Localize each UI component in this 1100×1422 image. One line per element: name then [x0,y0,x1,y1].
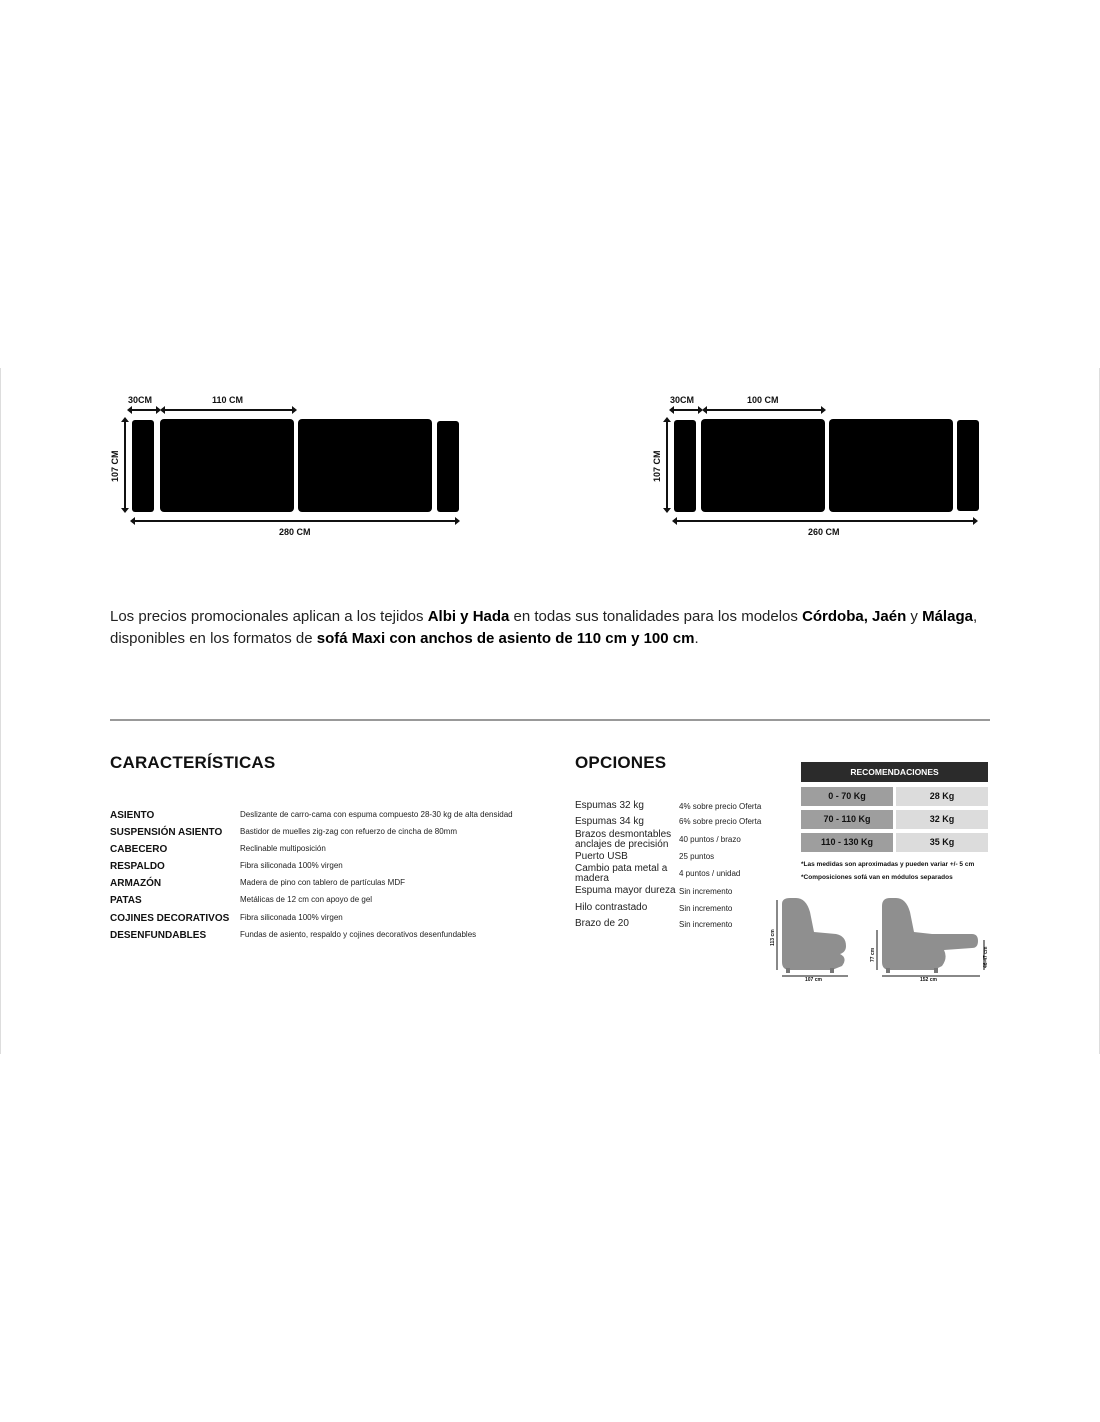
feature-key: PATAS [110,895,142,906]
sofa-profile-open-shape [872,896,990,986]
total-width-label: 280 CM [279,527,311,537]
profile-height-label: 113 cm [770,929,776,946]
total-width-label: 260 CM [808,527,840,537]
seat-width-label: 110 CM [212,395,244,405]
option-key: Hilo contrastado [575,902,648,913]
feature-key: RESPALDO [110,861,165,872]
seat-width-label: 100 CM [747,395,779,405]
option-key: Brazos desmontables anclajes de precisión [575,829,672,850]
foam-cell: 32 Kg [896,810,988,829]
measurement-note: *Las medidas son aproximadas y pueden variar +/- 5 cm [801,861,975,868]
option-key: Espumas 34 kg [575,816,644,827]
feature-value: Fibra siliconada 100% virgen [240,861,343,870]
promo-text: y [906,608,923,625]
feature-value: Fundas de asiento, respaldo y cojines decorativos desenfundables [240,930,477,939]
promo-text: en todas sus tonalidades para los modelos [509,608,803,625]
option-value: Sin incremento [679,887,733,896]
option-value: Sin incremento [679,904,733,913]
feature-row [110,844,570,861]
feature-row [110,810,570,827]
option-value: 4% sobre precio Oferta [679,802,762,811]
sofa-plan-110-shape [105,390,475,540]
option-value: 25 puntos [679,852,715,861]
options-title: OPCIONES [575,753,667,772]
feature-row [110,895,570,912]
sofa-profile-closed-shape [770,896,852,986]
composition-note: *Composiciones sofá van en módulos separados [801,874,953,881]
feature-value: Madera de pino con tablero de partículas MDF [240,878,405,887]
promo-text: Los precios promocionales aplican a los tejidos [110,608,428,625]
weight-cell: 110 - 130 Kg [801,833,893,852]
section-divider [110,719,990,721]
feature-key: CABECERO [110,844,168,855]
feature-key: COJINES DECORATIVOS [110,913,230,924]
foam-cell: 35 Kg [896,833,988,852]
promo-text: , [972,608,978,625]
promo-bold: Albi y Hada [427,608,510,625]
promo-bold: Málaga [922,608,973,625]
recommendations-header: RECOMENDACIONES [801,762,988,782]
profile-depth-label: 152 cm [920,977,937,983]
option-key: Brazo de 20 [575,918,629,929]
feature-value: Fibra siliconada 100% virgen [240,913,343,922]
option-key: Cambio pata metal a madera [575,863,668,884]
profile-seat-label: 46-47 cm [983,946,989,968]
feature-value: Bastidor de muelles zig-zag con refuerzo de cincha de 80mm [240,827,457,836]
depth-label: 107 CM [110,450,120,482]
arm-width-label: 30CM [670,395,695,405]
option-value: Sin incremento [679,920,733,929]
feature-key: DESENFUNDABLES [110,930,207,941]
feature-key: ARMAZÓN [110,878,162,889]
arm-width-label: 30CM [128,395,153,405]
weight-cell: 0 - 70 Kg [801,787,893,806]
feature-key: SUSPENSIÓN ASIENTO [110,827,223,838]
feature-value: Reclinable multiposición [240,844,326,853]
feature-row [110,930,570,947]
promo-bold: Córdoba, Jaén [802,608,907,625]
profile-depth-label: 107 cm [805,977,822,983]
option-key: Espuma mayor dureza [575,885,676,896]
option-value: 4 puntos / unidad [679,869,741,878]
feature-value: Deslizante de carro-cama con espuma compuesto 28-30 kg de alta densidad [240,810,513,819]
depth-label: 107 CM [652,450,662,482]
option-key: Puerto USB [575,851,628,862]
option-value: 6% sobre precio Oferta [679,817,762,826]
option-value: 40 puntos / brazo [679,835,741,844]
weight-cell: 70 - 110 Kg [801,810,893,829]
feature-row [110,861,570,878]
sofa-plan-100-shape [647,390,987,540]
promo-text: disponibles en los formatos de [110,630,317,647]
promo-bold: sofá Maxi con anchos de asiento de 110 cm y 100 cm [316,630,695,647]
profile-height-label: 77 cm [870,947,876,962]
promo-paragraph [110,606,990,650]
feature-row [110,827,570,844]
feature-row [110,913,570,930]
option-key: Espumas 32 kg [575,800,644,811]
feature-value: Metálicas de 12 cm con apoyo de gel [240,895,373,904]
promo-text: . [694,630,699,647]
feature-key: ASIENTO [110,810,155,821]
features-title: CARACTERÍSTICAS [110,753,276,772]
feature-row [110,878,570,895]
foam-cell: 28 Kg [896,787,988,806]
